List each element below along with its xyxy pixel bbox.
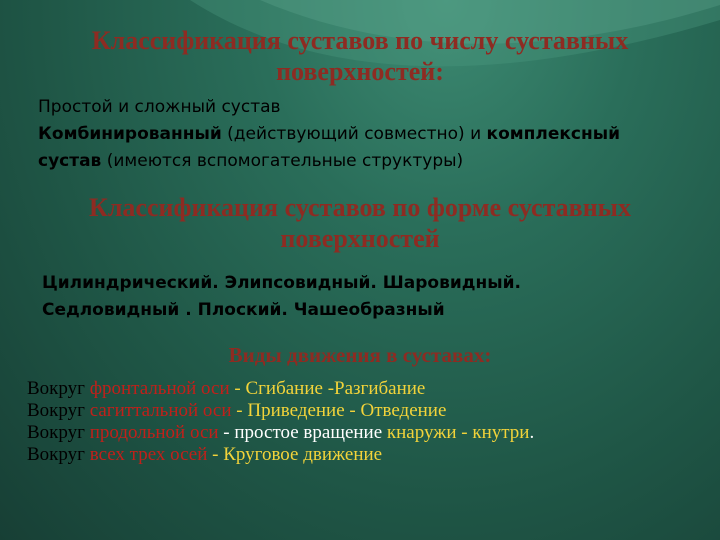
list-item: Простой и сложный сустав [38, 97, 281, 117]
joint-count-list [38, 94, 620, 175]
heading-joint-shape: Классификация суставов по форме суставных поверхностей [88, 193, 631, 253]
list-item: сустав (имеются вспомогательные структуры) [38, 151, 464, 171]
movement-row: Вокруг всех трех осей - Круговое движение [27, 444, 383, 465]
movement-row: Вокруг фронтальной оси - Сгибание -Разгибание [27, 378, 426, 399]
list-item: Комбинированный (действующий совместно) и комплексный [38, 124, 621, 144]
movement-row: Вокруг сагиттальной оси - Приведение - Отведение [27, 400, 447, 421]
movement-row: Вокруг продольной оси - простое вращение кнаружи - кнутри. [27, 422, 535, 443]
heading-movements: Виды движения в суставах: [228, 343, 492, 367]
list-item: Цилиндрический. Элипсовидный. Шаровидный. [42, 273, 521, 293]
movements-list [27, 378, 534, 466]
heading-joint-count: Классификация суставов по числу суставных поверхностей: [91, 26, 629, 86]
list-item: Седловидный . Плоский. Чашеобразный [42, 300, 445, 320]
joint-shape-list [42, 270, 521, 324]
